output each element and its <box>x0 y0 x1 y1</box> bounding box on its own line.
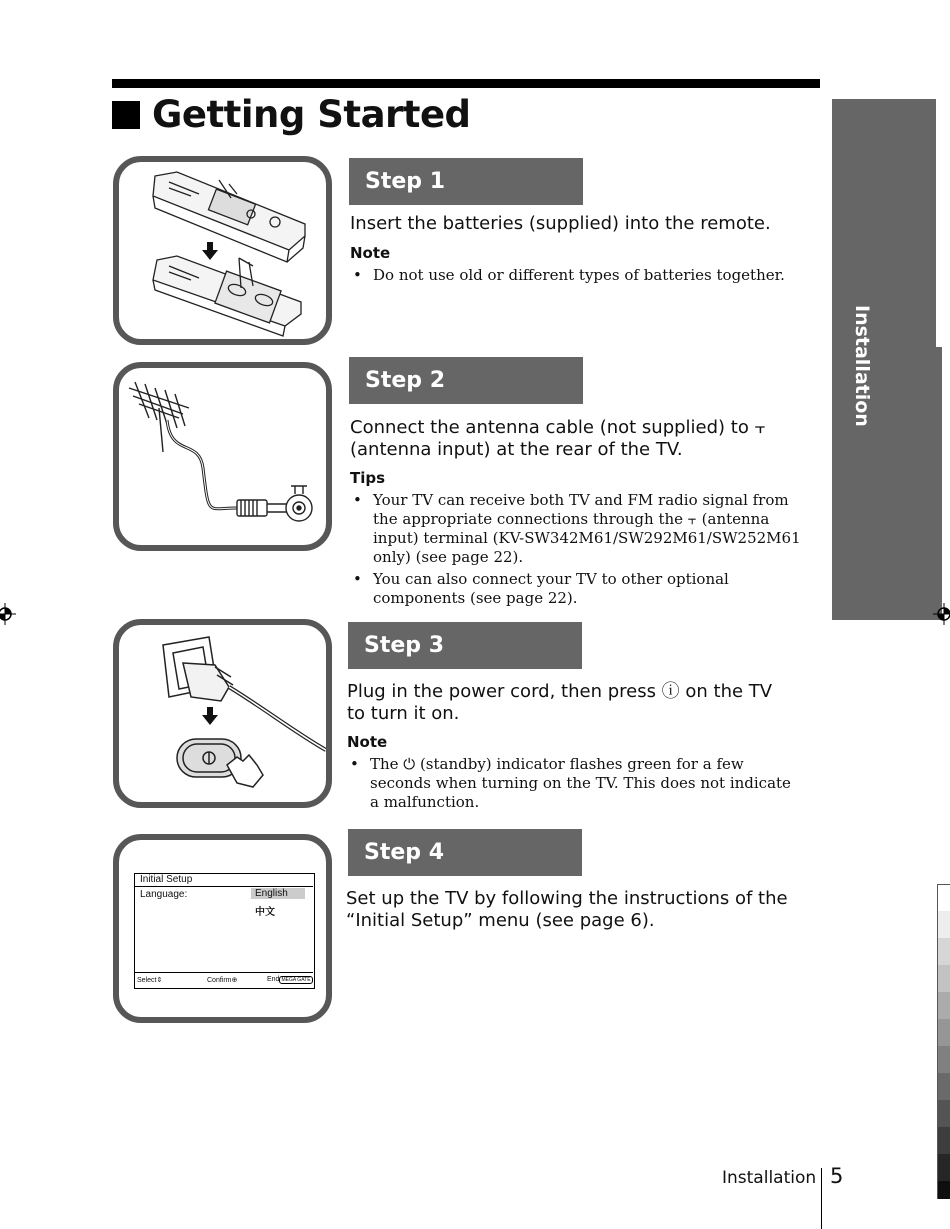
initial-setup-screen <box>134 873 315 989</box>
side-tab-label: Installation <box>851 305 873 427</box>
step3-text: Plug in the power cord, then press ⓘ on the TV to turn it on. <box>347 681 773 724</box>
step4-text: Set up the TV by following the instructions of the “Initial Setup” menu (see page 6). <box>346 888 788 931</box>
language-option-selected: English <box>251 888 305 899</box>
step3-header: Step 3 <box>348 622 582 669</box>
footer-section-label: Installation <box>722 1168 817 1188</box>
step4-header: Step 4 <box>348 829 582 876</box>
step2-header: Step 2 <box>349 357 583 404</box>
list-item: • The ⏻ (standby) indicator flashes green for a few seconds when turning on the TV. This does not indicate a malfunction. <box>347 755 797 812</box>
list-item: • Do not use old or different types of batteries together. <box>350 266 800 285</box>
mega-gate-key: MEGA GATE <box>281 977 311 983</box>
step1-header: Step 1 <box>349 158 583 205</box>
footer-divider <box>821 1168 822 1229</box>
registration-mark-icon <box>933 603 950 625</box>
step1-note-heading: Note <box>350 244 391 262</box>
square-bullet-icon <box>112 101 140 129</box>
updown-icon: ⇕ <box>156 977 163 984</box>
step3-illustration <box>113 619 332 808</box>
screen-title: Initial Setup <box>140 874 193 885</box>
step2-text: Connect the antenna cable (not supplied) to ⫟ (antenna input) at the rear of the TV. <box>350 417 766 460</box>
step1-note-list <box>350 266 800 288</box>
side-tab-extension <box>936 347 942 620</box>
arrow-down-icon <box>202 707 218 725</box>
power-cord-icon <box>119 625 326 802</box>
step1-text: Insert the batteries (supplied) into the remote. <box>350 213 771 234</box>
arrow-down-icon <box>202 242 218 260</box>
step2-tips-list <box>350 491 815 611</box>
step3-note-list <box>347 755 797 815</box>
registration-mark-icon <box>0 603 16 625</box>
enter-icon: ⊕ <box>231 977 238 984</box>
step1-illustration <box>113 156 332 345</box>
footer-end: End MEGA GATE <box>267 976 311 983</box>
remote-batteries-icon <box>119 162 326 339</box>
list-item: • You can also connect your TV to other optional components (see page 22). <box>350 570 815 608</box>
step2-illustration <box>113 362 332 551</box>
step2-tips-heading: Tips <box>350 469 386 487</box>
top-rule <box>112 79 820 88</box>
footer-confirm: Confirm⊕ <box>207 977 238 984</box>
antenna-cable-icon <box>119 368 326 545</box>
language-option: 中文 <box>255 907 275 918</box>
page-title: Getting Started <box>112 93 471 136</box>
language-label: Language: <box>140 889 188 900</box>
step3-note-heading: Note <box>347 733 388 751</box>
page-number: 5 <box>830 1164 844 1188</box>
side-tab <box>832 99 936 620</box>
footer-select: Select⇕ <box>137 977 163 984</box>
list-item: • Your TV can receive both TV and FM radio signal from the appropriate connections through the ⫟ (antenna input) terminal (KV-SW342M61/SW292M61/SW252M61 only) (see page 22). <box>350 491 815 567</box>
